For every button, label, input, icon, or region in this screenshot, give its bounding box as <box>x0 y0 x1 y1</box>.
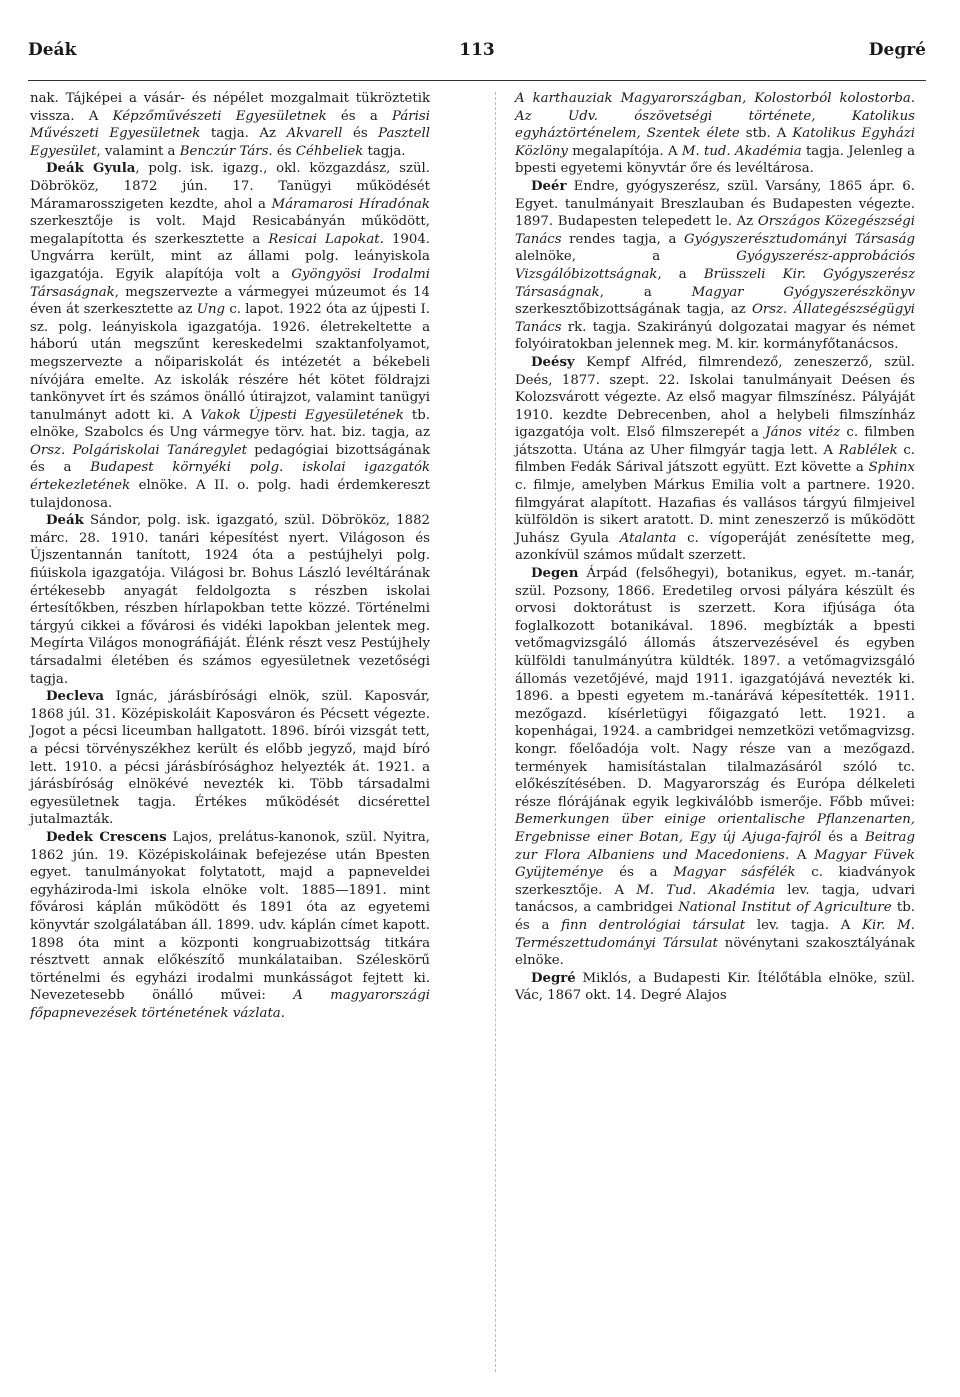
header-right-guideword: Degré <box>868 40 926 60</box>
italic-title: Akvarell <box>286 126 343 142</box>
entry-text: , polg. isk. igazg., okl. közgazdász, szül. Döbrököz, 1872 jún. 17. Tanügyi működését Máramarosszigeten kezdte, ahol a <box>30 161 430 212</box>
italic-title: Orsz. Polgáriskolai Tanáregylet <box>30 442 247 458</box>
italic-title: Kir. M. Természettudományi Társulat <box>515 917 915 951</box>
italic-title: M. Tud. Akadémia <box>636 882 776 898</box>
entry-continuation <box>30 90 430 160</box>
entry-text: szerkesztőbizottságának tagja, az <box>515 302 752 318</box>
entry-headword: Deák Gyula <box>46 161 136 177</box>
right-column <box>515 90 915 1005</box>
entry-text: Kempf Alfréd, filmrendező, zeneszerző, szül. Deés, 1877. szept. 22. Iskolai tanulmányait Deésen és Kolozsvárott végezte. Az első magyar filmszínész. Pályáját 1910. kezdte Debrecenben, ahol a helybeli filmszínház igazgatója volt. Első filmszerepét a <box>515 354 915 441</box>
entry-text: és <box>272 143 296 159</box>
entry-text: 1904. Ungvárra került, mint az állami polg. leányiskola igazgatója. Egyik alapítója volt a <box>30 231 431 282</box>
entry-text: c. filmben Fedák Sárival játszott együtt. Ezt követte a <box>515 442 915 476</box>
entry-continuation <box>515 90 915 178</box>
entry-text: Lajos, prelátus-kanonok, szül. Nyitra, 1862 jún. 19. Középiskoláinak befejezése után Bpesten egyet. tanulmányokat folytatott, majd a papneveldei egyháziroda-lmi iskola elnöke volt. 1885—1891. mint fővárosi káplán működött és 1891 óta az egyetemi könyvtár szolgálatában áll. 1899. udv. káplán címet kapott. 1898 óta mint a központi kongruabizottság titkára résztvett annak előkészítő munkálataiban. Széleskörű történelmi és egyházi irodalmi munkásságot fejtett ki. Nevezetesebb önálló művei: <box>30 829 430 1004</box>
entry-text: tb. elnöke, Szabolcs és Ung vármegye törv. hat. biz. tagja, az <box>30 407 430 441</box>
italic-title: Beitrag zur Flora Albaniens und Macedoniens. <box>515 829 915 863</box>
dictionary-entry <box>30 688 430 829</box>
page-number: 113 <box>459 40 495 60</box>
entry-text: Endre, gyógyszerész, szül. Varsány, 1865 ápr. 6. Egyet. tanulmányait Breszlauban és Budapesten végezte. 1897. Budapesten telepedett le. Az <box>515 178 915 230</box>
italic-title: Orsz. Állategészségügyi Tanács <box>515 302 915 335</box>
entry-text: Sándor, polg. isk. igazgató, szül. Döbrököz, 1882 márc. 28. 1910. tanári képesítést nyert. Világoson és Újszentannán tanított, 1924 óta a pestújhelyi polg. fiúiskola igazgatója. Világosi br. Bohus László levéltárának értékesebb anyagát feldolgozta s részben iskolai értesítőkben, részben hírlapokban tette közzé. Történelmi tárgyú cikkei a fővárosi és vidéki lapokban jelentek meg. Megírta Világos monográfiáját. Élénk részt vesz Pestújhely társadalmi életében és számos egyesületnek vezetőségi tagja. <box>30 513 430 687</box>
entry-text: lev. tagja. A <box>745 917 863 933</box>
italic-title: Katolikus Egyházi Közlöny <box>515 126 916 159</box>
entry-text: stb. A <box>739 126 793 142</box>
entry-headword: Deér <box>531 178 567 194</box>
header-rule <box>28 80 926 81</box>
italic-title: Budapest környéki polg. iskolai igazgatók értekezletének <box>30 460 431 494</box>
italic-title: Magyar sásfélék <box>673 865 796 881</box>
entry-headword: Degen <box>531 566 579 582</box>
entry-text: , valamint a <box>96 143 180 159</box>
dictionary-entry <box>30 160 430 512</box>
italic-title: Resicai Lapokat. <box>268 231 384 247</box>
entry-text: és a <box>326 108 392 124</box>
left-column <box>30 90 430 1022</box>
dictionary-entry <box>515 565 915 970</box>
italic-title: Sphinx <box>868 460 915 476</box>
entry-text: elnöke. A II. o. polg. hadi érdemkereszt tulajdonosa. <box>30 478 430 511</box>
entry-text: és a <box>603 865 674 881</box>
italic-title: Gyöngyösi Irodalmi Társaságnak <box>30 266 431 300</box>
italic-title: Brüsszeli Kir. Gyógyszerész Társaságnak <box>515 266 915 300</box>
italic-title: Vakok Újpesti Egyesületének <box>200 407 404 423</box>
italic-title: Országos Közegészségi Tanács <box>515 214 915 247</box>
entry-text: tagja. Jelenleg a bpesti egyetemi könyvtár őre és levéltárosa. <box>515 143 916 177</box>
entry-text: rk. tagja. Szakirányú dolgozatai magyar és német folyóiratokban jelennek meg. M. kir. kormányfőtanácsos. <box>515 319 915 353</box>
italic-title: Gyógyszerész-approbációs Vizsgálóbizottságnak <box>515 249 915 282</box>
entry-text: pedagógiai bizottságának és a <box>30 442 430 476</box>
italic-title: Máramarosi Híradónak <box>271 196 430 212</box>
italic-title: Ung <box>196 302 226 318</box>
italic-title: A magyarországi főpapnevezések történetének vázlata. <box>30 988 430 1021</box>
entry-text: c. filmben játszotta. Utána az Uher filmgyár tagja lett. A <box>515 425 915 458</box>
entry-text: , a <box>657 266 704 282</box>
entry-text: Miklós, a Budapesti Kir. Ítélőtábla elnöke, szül. Vác, 1867 okt. 14. Degré Alajos <box>515 970 915 1004</box>
entry-headword: Dedek Crescens <box>46 829 167 845</box>
entry-text: lev. tagja, udvari tanácsos, a cambridgei <box>515 882 915 916</box>
entry-text: tagja. <box>363 143 406 159</box>
italic-title: Rablélek <box>838 442 898 458</box>
entry-text: megalapítója. A <box>567 143 682 159</box>
entry-text: nak. Tájképei a vásár- és népélet mozgalmait tükröztetik vissza. A <box>30 91 430 124</box>
italic-title: Gyógyszerésztudományi Társaság <box>684 231 915 247</box>
entry-headword: Degré <box>531 970 576 986</box>
italic-title: A karthauziak Magyarországban, Kolostorból kolostorba. Az Udv. ószövetségi története, Katolikus egyháztörténelem, Szentek élete <box>515 91 915 142</box>
dictionary-entry <box>515 178 915 354</box>
entry-text: tb. és a <box>515 900 916 933</box>
italic-title: Képzőművészeti Egyesületnek <box>112 108 327 124</box>
italic-title: Benczúr Társ. <box>179 143 273 159</box>
italic-title: Magyar Füvek Gyüjteménye <box>515 847 915 881</box>
entry-text: szerkesztője is volt. Majd Resicabányán működött, megalapította és szerkesztette a <box>30 214 430 247</box>
entry-text: c. filmje, amelyben Márkus Emilia volt a partnere. 1920. filmgyárat alapított. Hazafias és vallásos tárgyú filmjeivel külföldön is sikert aratott. D. mint zeneszerző is működött Juhász Gyula <box>515 478 915 546</box>
dictionary-entry <box>515 970 915 1005</box>
italic-title: finn dentrológiai társulat <box>561 917 746 933</box>
italic-title: Bemerkungen über einige orientalische Pflanzenarten, Ergebnisse einer Botan, Egy új Ajuga-fajról <box>515 812 915 845</box>
entry-text: A <box>789 847 815 863</box>
entry-text: növénytani szakosztályának elnöke. <box>515 935 915 969</box>
italic-title: János vitéz <box>765 425 841 441</box>
italic-title: M. tud. Akadémia <box>681 143 802 159</box>
italic-title: Céhbeliek <box>295 143 364 159</box>
entry-headword: Deésy <box>531 354 575 370</box>
italic-title: Magyar Gyógyszerészkönyv <box>691 284 915 300</box>
entry-text: Ignác, járásbírósági elnök, szül. Kaposvár, 1868 júl. 31. Középiskoláit Kaposváron és Pécsett végezte. Jogot a pécsi liceumban hallgatott. 1896. bírói vizsgát tett, a pécsi törvényszékhez került és előbb jegyző, majd bíró lett. 1910. a pécsi járásbírósághoz helyezték át. 1921. a járásbíróság elnökévé nevezték ki. Több társadalmi egyesületnek tagja. Értékes működését dicsérettel jutalmazták. <box>30 689 430 828</box>
running-header <box>28 40 926 68</box>
italic-title: Pasztell Egyesület <box>30 126 430 159</box>
entry-text: c. lapot. 1922 óta az újpesti I. sz. polg. leányiskola igazgatója. 1926. életrekeltette a háború után megszűnt kereskedelmi szaktanfolyamot, megszervezte a nőipariskolát és intézetét a békebeli nívójára emelte. Az iskolák részére hét kötet földrajzi tankönyvet írt és számos önálló útirajzot, valamint tanügyi tanulmányt adott ki. A <box>30 302 430 423</box>
entry-headword: Decleva <box>46 689 104 705</box>
italic-title: National Institut of Agriculture <box>678 900 892 916</box>
entry-text: és <box>342 126 379 142</box>
dictionary-entry <box>30 829 430 1023</box>
header-left-guideword: Deák <box>28 40 77 60</box>
entry-text: c. vígoperáját zenésítette meg, azonkívül számos műdalt szerzett. <box>515 530 915 564</box>
entry-text: , megszervezte a vármegyei múzeumot és 14 éven át szerkesztette az <box>30 284 430 318</box>
entry-text: , a <box>599 284 692 300</box>
italic-title: Atalanta <box>619 530 677 546</box>
entry-text: alelnöke, a <box>515 249 737 265</box>
entry-text: és a <box>821 829 865 845</box>
entry-text: tagja. Az <box>200 126 287 142</box>
column-divider <box>495 92 496 1372</box>
entry-text: Árpád (felsőhegyi), botanikus, egyet. m.-tanár, szül. Pozsony, 1866. Eredetileg orvosi pályára készült és orvosi doktorátust is szerzett. Kora ifjúsága óta foglalkozott botanikával. 1896. megbízták a bpesti vetőmagvizsgáló állomás átszervezésével és egyben külföldi tanulmányútra küldték. 1897. a vetőmagvizsgáló állomás vezetőjévé, majd 1911. igazgatójává nevezték ki. 1896. a bpesti egyetem m.-tanárává képesítették. 1911. mezőgazd. kísérletügyi főigazgató lett. 1921. a kopenhágai, 1924. a cambridgei nemzetközi vetőmagvizsg. kongr. főelőadója volt. Nagy része van a mezőgazd. termények hamisítástalan tilalmazásáról szóló tc. előkészítésében. D. Magyarország és Európa délkeleti része flórájának egyik legkiválóbb ismerője. Főbb művei: <box>515 566 915 810</box>
entry-headword: Deák <box>46 513 84 529</box>
dictionary-entry <box>30 512 430 688</box>
dictionary-entry <box>515 354 915 565</box>
entry-text: rendes tagja, a <box>561 231 685 247</box>
italic-title: Párisi Művészeti Egyesületnek <box>30 108 430 142</box>
entry-text: c. kiadványok szerkesztője. A <box>515 865 915 898</box>
